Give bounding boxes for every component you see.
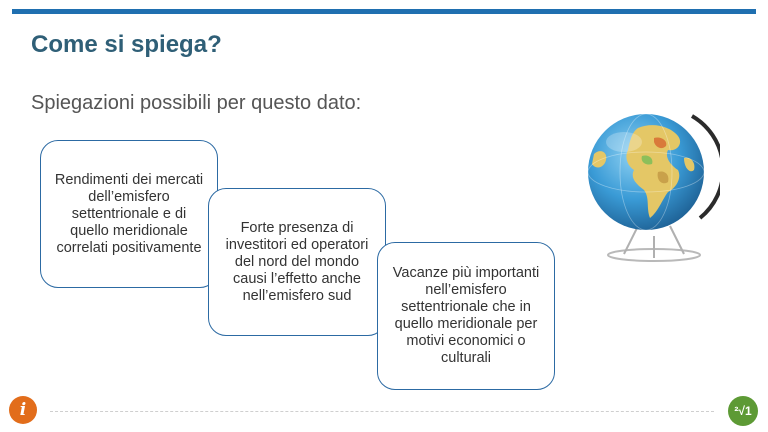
info-logo-icon [9,396,37,424]
slide-title: Come si spiega? [31,31,222,58]
explanation-card-3 [377,242,555,390]
globe-icon [580,108,720,266]
top-accent-bar [12,9,756,14]
slide-subtitle: Spiegazioni possibili per questo dato: [31,92,362,114]
explanation-text-1: Rendimenti dei mercati dell’emisfero settentrionale e di quello meridionale correlati positivamente [54,171,204,256]
footer-divider [50,411,714,412]
explanation-card-2 [208,188,386,336]
logo-glyph: i [19,400,27,420]
explanation-card-1 [40,140,218,288]
explanation-text-2: Forte presenza di investitori ed operatori del nord del mondo causi l’effetto anche nell’emisfero sud [225,219,369,304]
root-badge-icon [728,396,758,426]
explanation-text-3: Vacanze più importanti nell’emisfero settentrionale che in quello meridionale per motivi economici o culturali [392,265,540,366]
badge-text: ²√1 [734,404,752,418]
